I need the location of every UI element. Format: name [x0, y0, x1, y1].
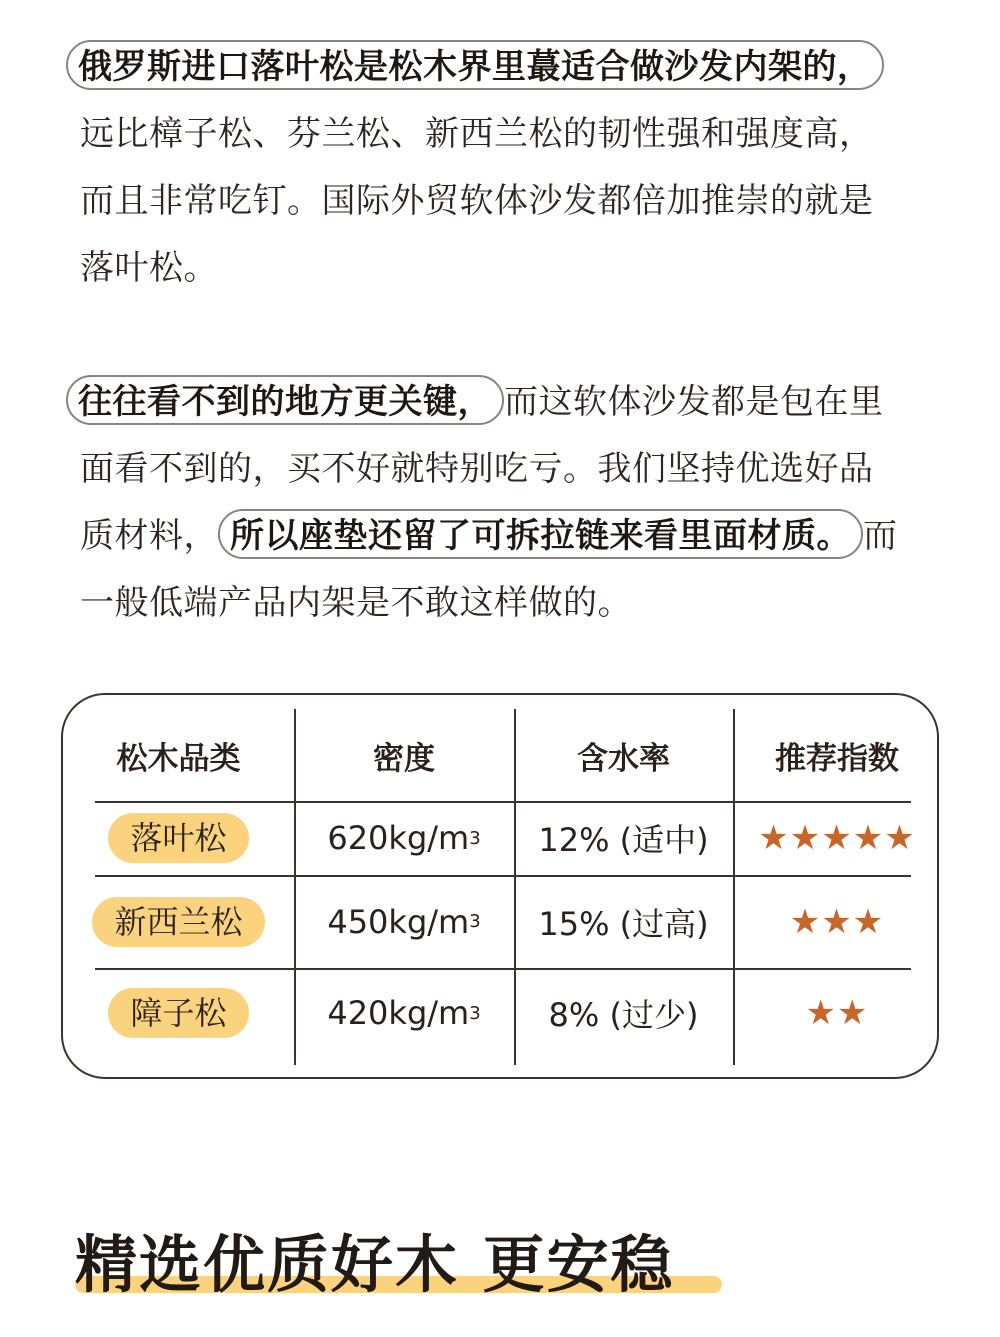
section-title: 精选优质好木 更安稳: [75, 1228, 675, 1301]
paragraph-line: [80, 34, 940, 101]
star-icon: ★: [821, 901, 853, 942]
table-row: [63, 875, 294, 968]
rating-stars: [733, 801, 941, 875]
table-row: [63, 801, 294, 875]
highlight-pill: 所以座垫还留了可拆拉链来看里面材质。: [218, 509, 863, 559]
density-exponent: 3: [469, 1002, 481, 1024]
table-header-cell: 含水率: [577, 740, 670, 777]
paragraph-line: 面看不到的，买不好就特别吃亏。我们坚持优选好品: [80, 449, 874, 489]
paragraph-line: 而且非常吃钉。国际外贸软体沙发都倍加推崇的就是: [80, 181, 874, 221]
table-header-cell: 密度: [373, 740, 435, 777]
paragraph-text: 而: [863, 516, 898, 556]
rating-stars: [733, 968, 941, 1058]
star-icon: ★: [837, 993, 869, 1033]
paragraph-hidden-quality: [80, 369, 940, 637]
moisture-cell: 15% (过高): [538, 904, 709, 943]
density-cell: [294, 801, 514, 875]
pine-name-tag: 障子松: [108, 988, 248, 1038]
density-exponent: 3: [469, 827, 481, 849]
star-icon: ★: [852, 818, 885, 858]
density-exponent: 3: [469, 911, 481, 932]
star-icon: ★: [821, 818, 853, 858]
paragraph-line: [80, 369, 940, 436]
table-header-cell: 松木品类: [116, 740, 241, 777]
paragraph-text: 而这软体沙发都是包在里: [504, 382, 884, 422]
moisture-cell: 8% (过少): [548, 996, 699, 1034]
paragraph-line: 一般低端产品内架是不敢这样做的。: [80, 583, 632, 623]
density-value: 450kg/m: [327, 902, 470, 941]
paragraph-line: 远比樟子松、芬兰松、新西兰松的韧性强和强度高，: [80, 114, 874, 154]
star-icon: ★: [805, 993, 837, 1033]
star-icon: ★: [789, 818, 822, 858]
star-icon: ★: [789, 901, 822, 942]
density-cell: [294, 875, 514, 968]
pine-name-tag: 落叶松: [108, 813, 248, 863]
paragraph-line: [80, 503, 940, 570]
density-value: 620kg/m: [327, 819, 470, 857]
pine-name-tag: 新西兰松: [92, 897, 264, 947]
rating-stars: [733, 875, 941, 968]
table-row: [63, 968, 294, 1058]
highlight-pill: 俄罗斯进口落叶松是松木界里蕞适合做沙发内架的，: [66, 40, 884, 90]
paragraph-line: 落叶松。: [80, 248, 218, 288]
moisture-cell: 12% (适中): [538, 821, 709, 859]
highlight-pill: 往往看不到的地方更关键，: [66, 375, 504, 425]
paragraph-larch-intro: [80, 34, 940, 302]
paragraph-text: 质材料，: [80, 516, 218, 556]
density-value: 420kg/m: [327, 994, 470, 1032]
pine-comparison-table: [61, 693, 939, 1079]
density-cell: [294, 968, 514, 1058]
star-icon: ★: [852, 901, 885, 942]
star-icon: ★: [758, 818, 790, 858]
star-icon: ★: [884, 818, 916, 858]
table-header-cell: 推荐指数: [775, 740, 899, 777]
